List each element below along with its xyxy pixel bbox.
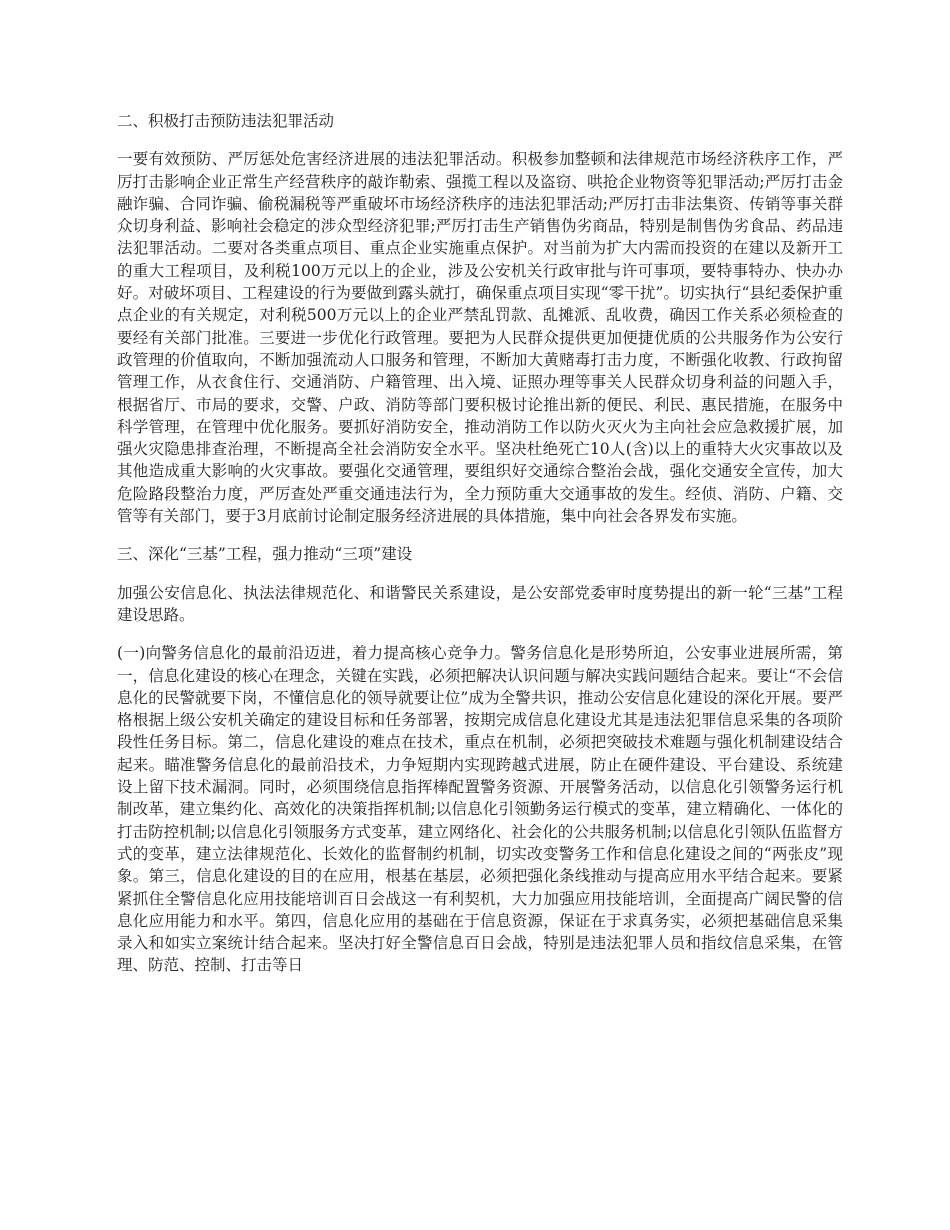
section-2-paragraph: 一要有效预防、严厉惩处危害经济进展的违法犯罪活动。积极参加整顿和法律规范市场经济秩序工作，严厉打击影响企业正常生产经营秩序的敲诈勒索、强揽工程以及盗窃、哄抢企业物资等犯罪活动;严厉打击金融诈骗、合同诈骗、偷税漏税等严重破坏市场经济秩序的违法犯罪活动;严厉打击非法集资、传销等事关群众切身利益、影响社会稳定的涉众型经济犯罪;严厉打击生产销售伪劣商品，特别是制售伪劣食品、药品违法犯罪活动。二要对各类重点项目、重点企业实施重点保护。对当前为扩大内需而投资的在建以及新开工的重大工程项目，及利税100万元以上的企业，涉及公安机关行政审批与许可事项，要特事特办、快办办好。对破坏项目、工程建设的行为要做到露头就打，确保重点项目实现“零干扰”。切实执行“县纪委保护重点企业的有关规定，对利税500万元以上的企业严禁乱罚款、乱摊派、乱收费，确因工作关系必须检查的要经有关部门批准。三要进一步优化行政管理。要把为人民群众提供更加便捷优质的公共服务作为公安行政管理的价值取向，不断加强流动人口服务和管理，不断加大黄赌毒打击力度，不断强化收教、行政拘留管理工作，从衣食住行、交通消防、户籍管理、出入境、证照办理等事关人民群众切身利益的问题入手，根据省厅、市局的要求，交警、户政、消防等部门要积极讨论推出新的便民、利民、惠民措施，在服务中科学管理，在管理中优化服务。要抓好消防安全，推动消防工作以防火灭火为主向社会应急救援扩展，加强火灾隐患排查治理，不断提高全社会消防安全水平。坚决杜绝死亡10人(含)以上的重特大火灾事故以及其他造成重大影响的火灾事故。要强化交通管理，要组织好交通综合整治会战，强化交通安全宣传，加大危险路段整治力度，严厉查处严重交通违法行为，全力预防重大交通事故的发生。经侦、消防、户籍、交管等有关部门，要于3月底前讨论制定服务经济进展的具体措施，集中向社会各界发布实施。 [117,150,843,526]
section-heading-2: 二、积极打击预防违法犯罪活动 [117,112,335,130]
section-heading-3: 三、深化“三基”工程，强力推动“三项”建设 [117,545,413,564]
section-3-intro: 加强公安信息化、执法法律规范化、和谐警民关系建设，是公安部党委审时度势提出的新一轮“三基”工程建设思路。 [117,583,843,624]
document-page [117,110,843,993]
section-3-paragraph-1: (一)向警务信息化的最前沿迈进，着力提高核心竞争力。警务信息化是形势所迫，公安事业进展所需，第一，信息化建设的核心在理念，关键在实践，必须把解决认识问题与解决实践问题结合起来。要让“不会信息化的民警就要下岗，不懂信息化的领导就要让位”成为全警共识，推动公安信息化建设的深化开展。要严格根据上级公安机关确定的建设目标和任务部署，按期完成信息化建设尤其是违法犯罪信息采集的各项阶段性任务目标。第二，信息化建设的难点在技术，重点在机制，必须把突破技术难题与强化机制建设结合起来。瞄准警务信息化的最前沿技术，力争短期内实现跨越式进展，防止在硬件建设、平台建设、系统建设上留下技术漏洞。同时，必须围绕信息指挥棒配置警务资源、开展警务活动，以信息化引领警务运行机制改革，建立集约化、高效化的决策指挥机制;以信息化引领勤务运行模式的变革，建立精确化、一体化的打击防控机制;以信息化引领服务方式变革，建立网络化、社会化的公共服务机制;以信息化引领队伍监督方式的变革，建立法律规范化、长效化的监督制约机制，切实改变警务工作和信息化建设之间的“两张皮”现象。第三，信息化建设的目的在应用，根基在基层，必须把强化条线推动与提高应用水平结合起来。要紧紧抓住全警信息化应用技能培训百日会战这一有利契机，大力加强应用技能培训，全面提高广阔民警的信息化应用能力和水平。第四，信息化应用的基础在于信息资源，保证在于求真务实，必须把基础信息采集录入和如实立案统计结合起来。坚决打好全警信息百日会战，特别是违法犯罪人员和指纹信息采集，在管理、防范、控制、打击等日 [117,644,843,975]
